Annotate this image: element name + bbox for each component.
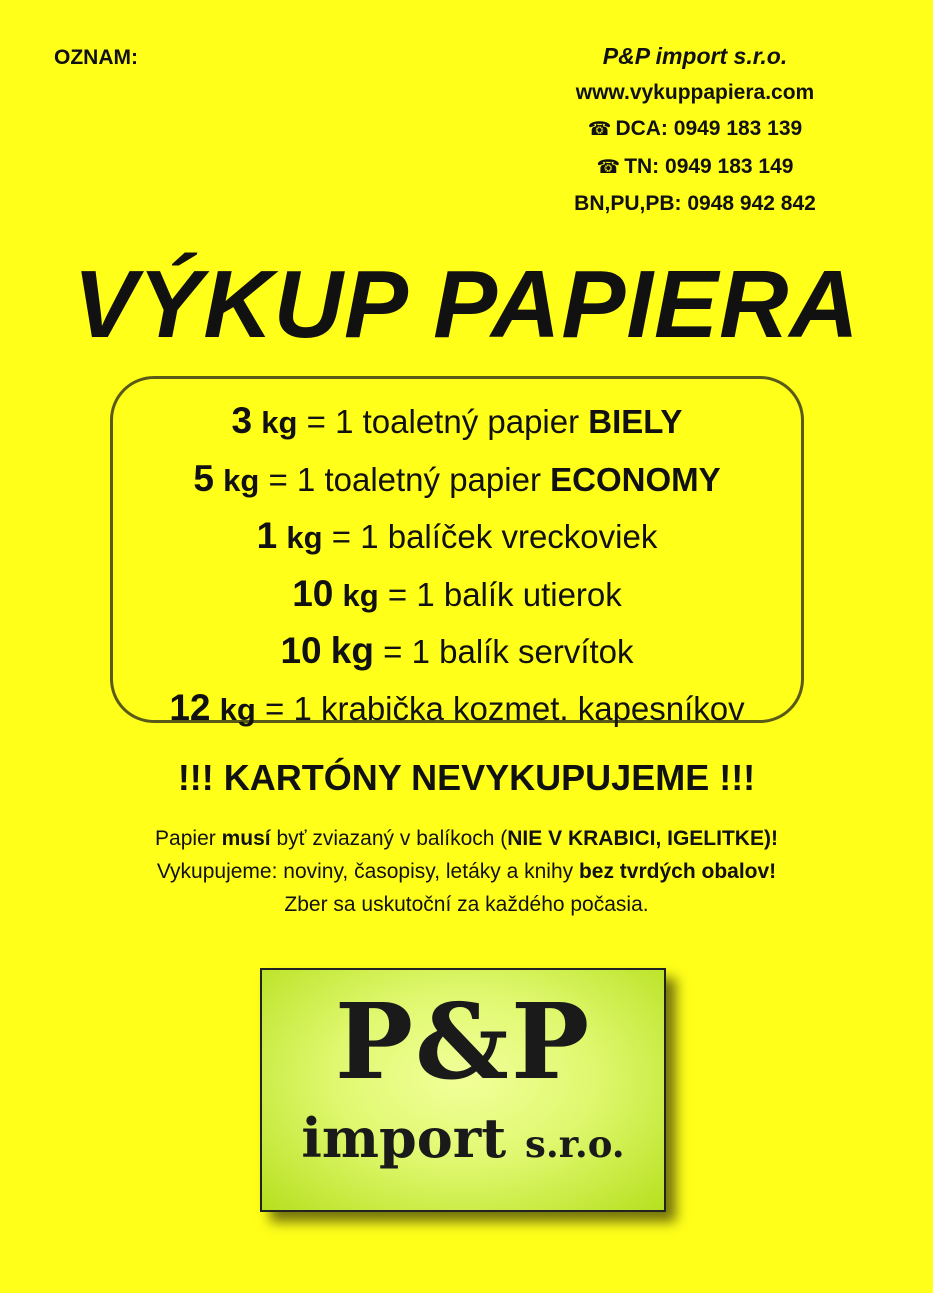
note-emphasis: NIE V KRABICI, IGELITKE [507,827,764,850]
notice-label: OZNAM: [54,46,138,69]
rate-unit: kg [219,691,256,727]
rate-unit: kg [223,462,260,498]
rate-unit: kg [286,520,323,556]
rate-text: = 1 toaletný papier [306,403,580,440]
rate-qty: 10 [280,630,322,672]
company-name: P&P import s.r.o. [602,43,788,69]
logo-import: import [301,1106,507,1170]
rate-qty: 10 [292,572,334,614]
notes [0,822,933,921]
note-line-1 [0,822,933,855]
logo-suffix: s.r.o. [525,1122,625,1166]
rate-highlight: BIELY [588,403,683,440]
website-link[interactable]: www.vykuppapiera.com [575,80,815,104]
note-text: Papier [155,827,216,850]
phone-tn: TN: 0949 183 149 [624,154,794,178]
rate-text: = 1 balíček vreckoviek [331,518,658,556]
page-title: VÝKUP PAPIERA [73,251,860,358]
rate-unit: kg [342,577,379,613]
note-emphasis: musí [221,827,271,850]
rate-unit: kg [330,630,374,672]
rate-qty: 1 [256,515,278,557]
note-text: byť zviazaný v balíkoch ( [276,827,508,850]
rate-text: = 1 balík utierok [387,575,622,613]
phone-dca: DCA: 0949 183 139 [615,117,803,140]
note-line-2 [0,855,933,888]
rate-row [113,680,801,738]
rate-unit: kg [261,405,298,440]
phone-line-bn[interactable]: BN,PU,PB: 0948 942 842 [574,192,816,215]
note-text: Vykupujeme: noviny, časopisy, letáky a knihy [156,860,574,883]
note-line-3: Zber sa uskutoční za každého počasia. [284,893,649,916]
rate-qty: 5 [193,457,214,499]
rate-row [113,508,801,566]
phone-icon: ☎ [596,156,621,178]
phone-icon: ☎ [587,119,612,140]
note-emphasis: bez tvrdých obalov! [578,860,777,883]
rate-qty: 3 [231,400,253,441]
rate-text: = 1 balík servítok [383,633,634,671]
logo-subtitle [262,1098,664,1184]
phone-line-dca[interactable] [515,111,875,149]
company-logo [260,968,666,1212]
rate-qty: 12 [169,686,211,728]
contact-block [515,38,875,223]
rates-box [110,376,804,728]
note-emphasis: )! [763,827,778,850]
rate-text: = 1 toaletný papier [268,460,541,498]
warning-banner: !!! KARTÓNY NEVYKUPUJEME !!! [177,757,756,798]
rate-highlight: ECONOMY [550,460,721,498]
rate-row [113,566,801,624]
rate-row [113,623,801,680]
rate-text: = 1 krabička kozmet. kapesníkov [265,689,745,727]
phone-line-tn[interactable] [515,149,875,187]
rate-row [113,393,801,451]
logo-title: P&P [334,980,592,1103]
rate-row [113,451,801,509]
